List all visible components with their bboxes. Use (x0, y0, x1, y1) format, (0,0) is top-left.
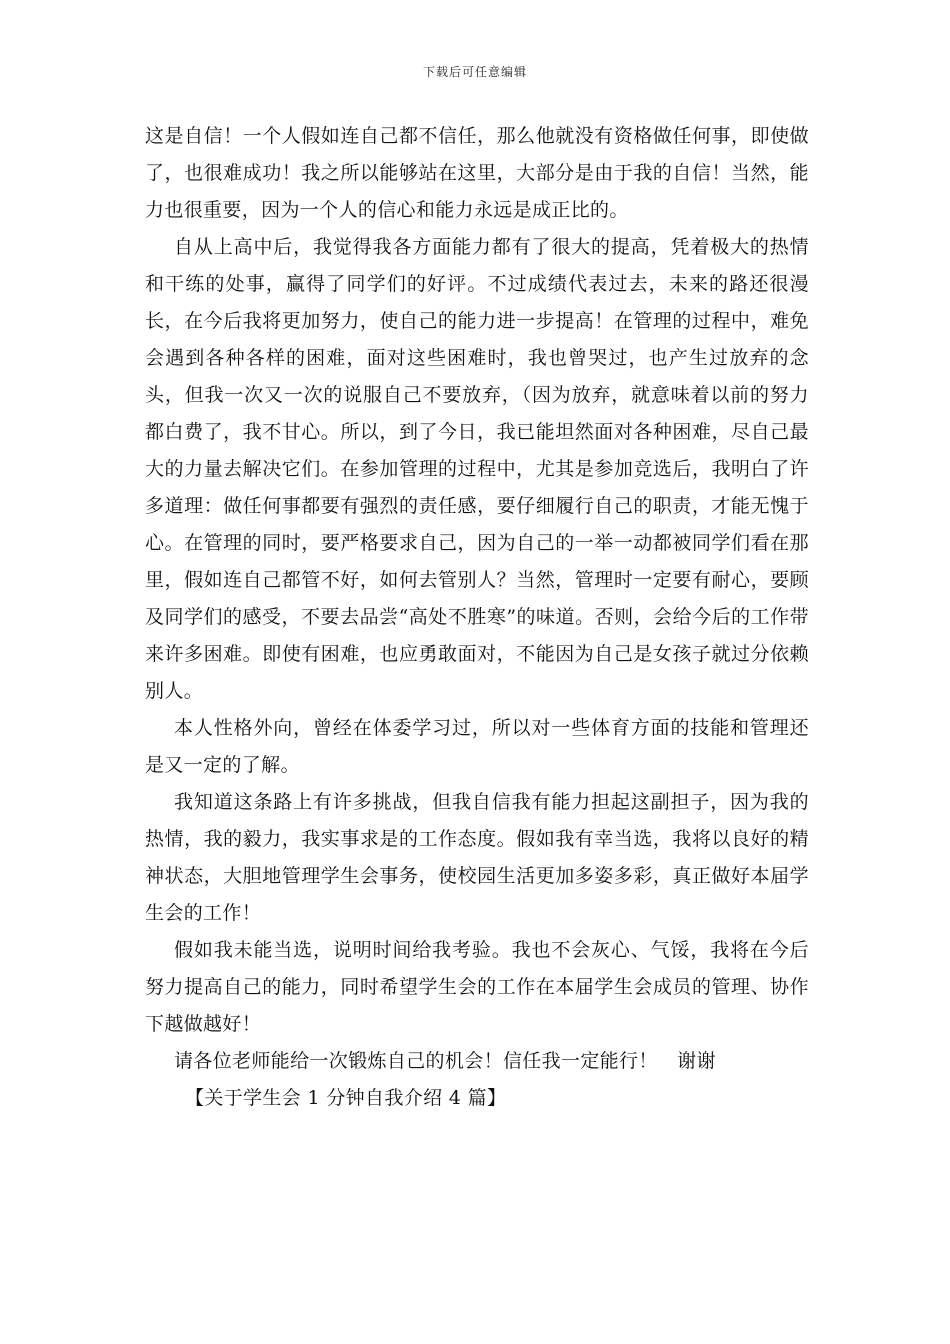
document-body (145, 118, 809, 1117)
paragraph: 假如我未能当选，说明时间给我考验。我也不会灰心、气馁，我将在今后努力提高自己的能力，同时希望学生会的工作在本届学生会成员的管理、协作下越做越好！ (145, 939, 809, 1035)
paragraph: 自从上高中后，我觉得我各方面能力都有了很大的提高，凭着极大的热情和干练的处事，赢得了同学们的好评。不过成绩代表过去，未来的路还很漫长，在今后我将更加努力，使自己的能力进一步提高！在管理的过程中，难免会遇到各种各样的困难，面对这些困难时，我也曾哭过，也产生过放弃的念头，但我一次又一次的说服自己不要放弃，（因为放弃，就意味着以前的努力都白费了，我不甘心。所以，到了今日，我已能坦然面对各种困难，尽自己最大的力量去解决它们。在参加管理的过程中，尤其是参加竞选后，我明白了许多道理：做任何事都要有强烈的责任感，要仔细履行自己的职责，才能无愧于心。在管理的同时，要严格要求自己，因为自己的一举一动都被同学们看在那里，假如连自己都管不好，如何去管别人？当然，管理时一定要有耐心，要顾及同学们的感受，不要去品尝“高处不胜寒”的味道。否则，会给今后的工作带来许多困难。即使有困难，也应勇敢面对，不能因为自己是女孩子就过分依赖别人。 (145, 236, 809, 702)
header-note: 下载后可任意编辑 (422, 65, 527, 79)
paragraph: 这是自信！一个人假如连自己都不信任，那么他就没有资格做任何事，即使做了，也很难成功！我之所以能够站在这里，大部分是由于我的自信！当然，能力也很重要，因为一个人的信心和能力永远是成正比的。 (145, 125, 809, 221)
paragraph: 请各位老师能给一次锻炼自己的机会！信任我一定能行！ 谢谢 (174, 1050, 716, 1072)
paragraph: 本人性格外向，曾经在体委学习过，所以对一些体育方面的技能和管理还是又一定的了解。 (145, 717, 809, 776)
paragraph: 我知道这条路上有许多挑战，但我自信我有能力担起这副担子，因为我的热情，我的毅力，我实事求是的工作态度。假如我有幸当选，我将以良好的精神状态，大胆地管理学生会事务，使校园生活更加多姿多彩，真正做好本届学生会的工作！ (145, 791, 809, 924)
document-footer-title: 【关于学生会 1 分钟自我介绍 4 篇】 (185, 1087, 507, 1109)
